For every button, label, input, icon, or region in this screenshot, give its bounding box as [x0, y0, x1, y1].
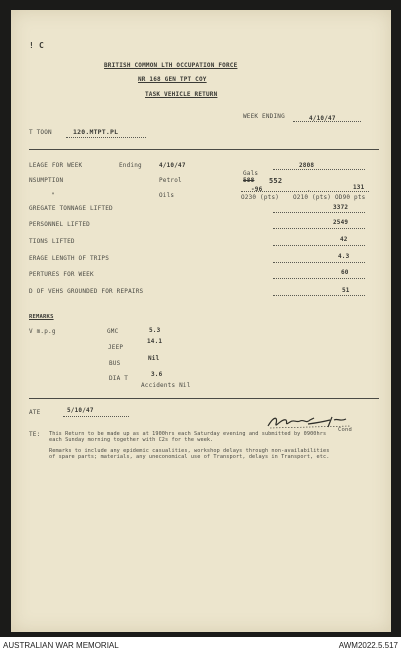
remark-value: 14.1 — [147, 338, 163, 345]
remark-value: Nil — [148, 355, 160, 362]
archive-footer — [0, 637, 401, 653]
stat-value: 2549 — [333, 219, 349, 226]
header-title: TASK VEHICLE RETURN — [145, 91, 218, 98]
remarks-heading: REMARKS — [29, 314, 54, 320]
stat-value: 42 — [340, 236, 348, 243]
troop-label: T TOON — [29, 129, 52, 136]
oil-o210-value: . — [307, 186, 311, 193]
header-company: NR 168 GEN TPT COY — [138, 76, 207, 83]
stat-value: 3372 — [333, 204, 349, 211]
gals-value: 552 — [269, 177, 283, 185]
week-ending-label: WEEK ENDING — [243, 113, 285, 120]
oil-o230-value: -96 — [251, 186, 263, 193]
remark-value: 3.6 — [151, 371, 163, 378]
header-unit: BRITISH COMMON LTH OCCUPATION FORCE — [104, 62, 238, 69]
notes-paragraph-1: This Return to be made up as at 1900hrs each Saturday evening and submitted by 0900hrs each Sunday morning together with C2s for the week. — [49, 431, 327, 444]
oil-o290-value: 131 — [353, 184, 365, 191]
document-page — [11, 10, 391, 632]
date-line — [63, 416, 129, 417]
oil-o230-label: O230 (pts) — [241, 194, 280, 201]
oils-line — [241, 191, 369, 192]
notes-paragraph-2: Remarks to include any epidemic casualities, workshop delays through non-availabilities of spare parts; materials, any uneconomical use of Transport, delays in Transport, etc. — [49, 448, 330, 461]
remark-label: GMC — [107, 328, 119, 335]
remark-label: BUS — [109, 360, 121, 367]
oil-o210-label: O210 (pts) — [293, 194, 332, 201]
oils-label: Oils — [159, 192, 175, 199]
mileage-ending-label: Ending — [119, 162, 142, 169]
remarks-divider — [29, 398, 379, 399]
gals-label: Gals — [243, 170, 259, 177]
stat-value: 51 — [342, 287, 350, 294]
stat-value: 60 — [341, 269, 349, 276]
footer-reference: AWM2022.5.517 — [338, 641, 398, 650]
mileage-ending-value: 4/10/47 — [159, 162, 186, 169]
stat-label: D OF VEHS GROUNDED FOR REPAIRS — [29, 288, 144, 295]
stat-line — [273, 278, 365, 279]
footer-institution: AUSTRALIAN WAR MEMORIAL — [3, 641, 119, 650]
consumption-label: NSUMPTION — [29, 177, 64, 184]
accidents-text: Accidents Nil — [141, 382, 191, 389]
oils-ditto: " — [51, 192, 55, 199]
stat-label: TIONS LIFTED — [29, 238, 75, 245]
stat-line — [273, 228, 365, 229]
notes-label: TE: — [29, 431, 41, 438]
remark-value: 5.3 — [149, 327, 161, 334]
mileage-line — [273, 169, 365, 170]
oil-o290-label: OD90 pts — [335, 194, 366, 201]
troop-line — [66, 137, 146, 138]
stat-label: PERTURES FOR WEEK — [29, 271, 94, 278]
stat-line — [273, 245, 365, 246]
week-ending-value: 4/10/47 — [309, 115, 336, 122]
gals-struck-value: 588 — [243, 177, 255, 184]
corner-mark: ! C — [29, 41, 45, 50]
stat-label: PERSONNEL LIFTED — [29, 221, 90, 228]
stat-value: 4.3 — [338, 253, 350, 260]
troop-value: 120.MTPT.PL — [73, 128, 119, 136]
stat-label: ERAGE LENGTH OF TRIPS — [29, 255, 110, 262]
petrol-label: Petrol — [159, 177, 182, 184]
mileage-label: LEAGE FOR WEEK — [29, 162, 83, 169]
stat-line — [273, 212, 365, 213]
stat-label: GREGATE TONNAGE LIFTED — [29, 205, 113, 212]
stat-line — [273, 295, 365, 296]
remarks-subheading: V m.p.g — [29, 328, 56, 335]
remark-label: DIA T — [109, 375, 129, 382]
mileage-value: 2808 — [299, 162, 315, 169]
remark-label: JEEP — [108, 344, 124, 351]
date-value: 5/10/47 — [67, 407, 94, 414]
signature-title: Cond — [338, 427, 353, 433]
header-divider — [29, 149, 379, 150]
date-label: ATE — [29, 409, 41, 416]
stat-line — [273, 262, 365, 263]
